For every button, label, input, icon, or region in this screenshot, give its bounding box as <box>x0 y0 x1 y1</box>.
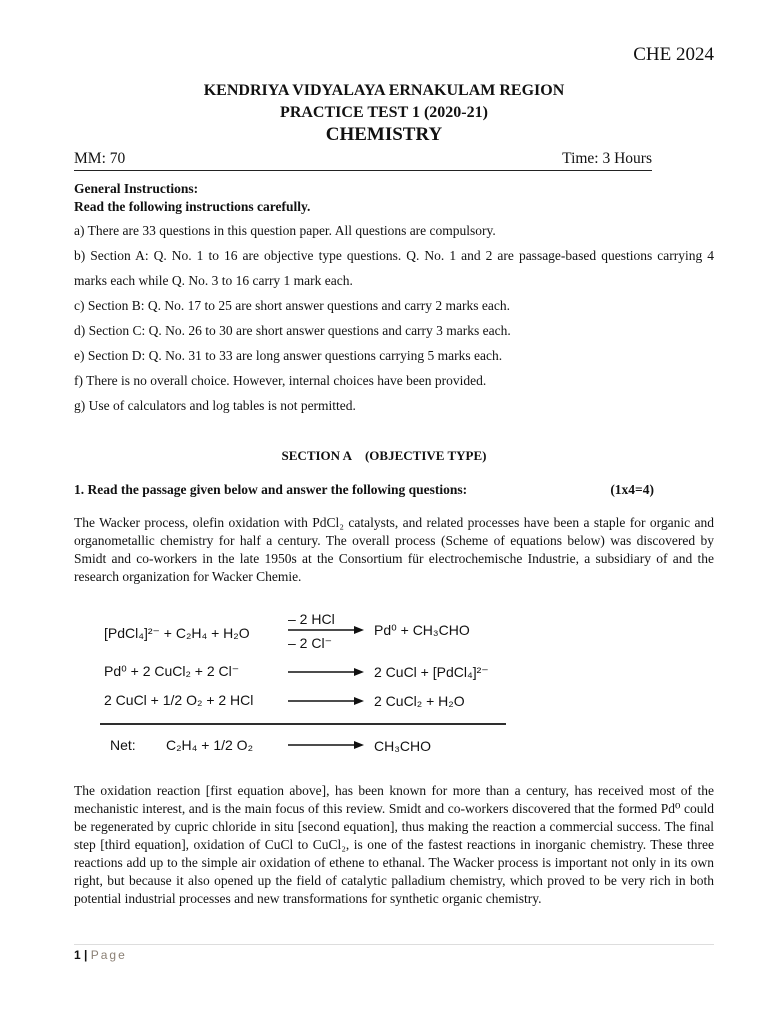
question-1-prompt: 1. Read the passage given below and answer the following questions: <box>74 482 468 497</box>
page-footer <box>74 948 127 962</box>
passage-paragraph-1: The Wacker process, olefin oxidation with PdCl₂ catalysts, and related processes have been a staple for organic and organometallic chemistry for half a century. The overall process (Scheme of equations below) was discovered by Smidt and co-workers in the late 1950s at the Consortium für electrochemische Industrie, a subsidiary of and the research organization for Wacker Chemie. <box>74 515 714 584</box>
eq3-arrowhead <box>354 697 364 705</box>
page-word: Page <box>90 948 127 962</box>
net-label: Net: <box>110 737 136 753</box>
passage-paragraph-2: The oxidation reaction [first equation above], has been known for more than a century, has received most of the mechanistic interest, and is the main focus of this review. Smidt and co-workers discovered that the formed Pd⁰ could be regenerated by cupric chloride in situ [second equation], thus making the reaction a commercial success. The final step [third equation], oxidation of CuCl to CuCl₂, is one of the fastest reactions in inorganic chemistry. These three reactions add up to the simple air oxidation of ethene to ethanal. The Wacker process is important not only in its own right, but because it also opened up the field of catalytic palladium chemistry, which proved to be very rich in both potential industrial processes and new transformations for synthetic organic chemistry. <box>74 783 714 906</box>
instructions-subheading: Read the following instructions carefully. <box>74 199 311 214</box>
eq1-top: – 2 HCl <box>288 611 335 627</box>
marks-time-row <box>74 148 652 171</box>
section-title: SECTION A (OBJECTIVE TYPE) <box>281 448 487 463</box>
footer-divider <box>74 944 714 945</box>
instructions-heading-block <box>74 180 310 216</box>
test-title: PRACTICE TEST 1 (2020-21) <box>280 104 488 121</box>
eq1-bottom: – 2 Cl⁻ <box>288 635 332 651</box>
eq2-left: Pd⁰ + 2 CuCl₂ + 2 Cl⁻ <box>104 663 240 679</box>
subject-title: CHEMISTRY <box>325 124 443 145</box>
eq1-arrowhead <box>354 626 364 634</box>
school-name: KENDRIYA VIDYALAYA ERNAKULAM REGION <box>203 82 565 99</box>
eq1-left: [PdCl₄]²⁻ + C₂H₄ + H₂O <box>104 625 250 641</box>
instruction-item: a) There are 33 questions in this question paper. All questions are compulsory. <box>74 223 496 238</box>
instruction-item: e) Section D: Q. No. 31 to 33 are long answer questions carrying 5 marks each. <box>74 348 503 363</box>
eq3-right: 2 CuCl₂ + H₂O <box>374 693 465 709</box>
eq1-right: Pd⁰ + CH₃CHO <box>374 622 470 638</box>
eq2-arrowhead <box>354 668 364 676</box>
net-right: CH₃CHO <box>374 738 432 754</box>
eq3-left: 2 CuCl + 1/2 O₂ + 2 HCl <box>104 692 254 708</box>
footer-separator: | <box>84 948 88 962</box>
instruction-item: c) Section B: Q. No. 17 to 25 are short answer questions and carry 2 marks each. <box>74 298 511 313</box>
instruction-item: g) Use of calculators and log tables is not permitted. <box>74 398 356 413</box>
instructions-list <box>74 218 714 418</box>
page-number: 1 <box>74 948 81 962</box>
paper-code: CHE 2024 <box>633 44 714 65</box>
wacker-reaction-scheme <box>96 606 516 766</box>
instruction-item: d) Section C: Q. No. 26 to 30 are short answer questions and carry 3 marks each. <box>74 323 511 338</box>
net-arrowhead <box>354 741 364 749</box>
time-allowed: Time: 3 Hours <box>562 150 652 167</box>
question-1-marks: (1x4=4) <box>610 482 654 497</box>
net-left: C₂H₄ + 1/2 O₂ <box>166 737 254 753</box>
max-marks: MM: 70 <box>74 150 126 167</box>
question-1-prompt-row <box>74 482 654 498</box>
instruction-item: b) Section A: Q. No. 1 to 16 are objective type questions. Q. No. 1 and 2 are passage-based questions carrying 4 marks each while Q. No. 3 to 16 carry 1 mark each. <box>74 248 714 288</box>
instructions-heading: General Instructions: <box>74 181 199 196</box>
eq2-right: 2 CuCl + [PdCl₄]²⁻ <box>374 664 489 680</box>
instruction-item: f) There is no overall choice. However, internal choices have been provided. <box>74 373 487 388</box>
